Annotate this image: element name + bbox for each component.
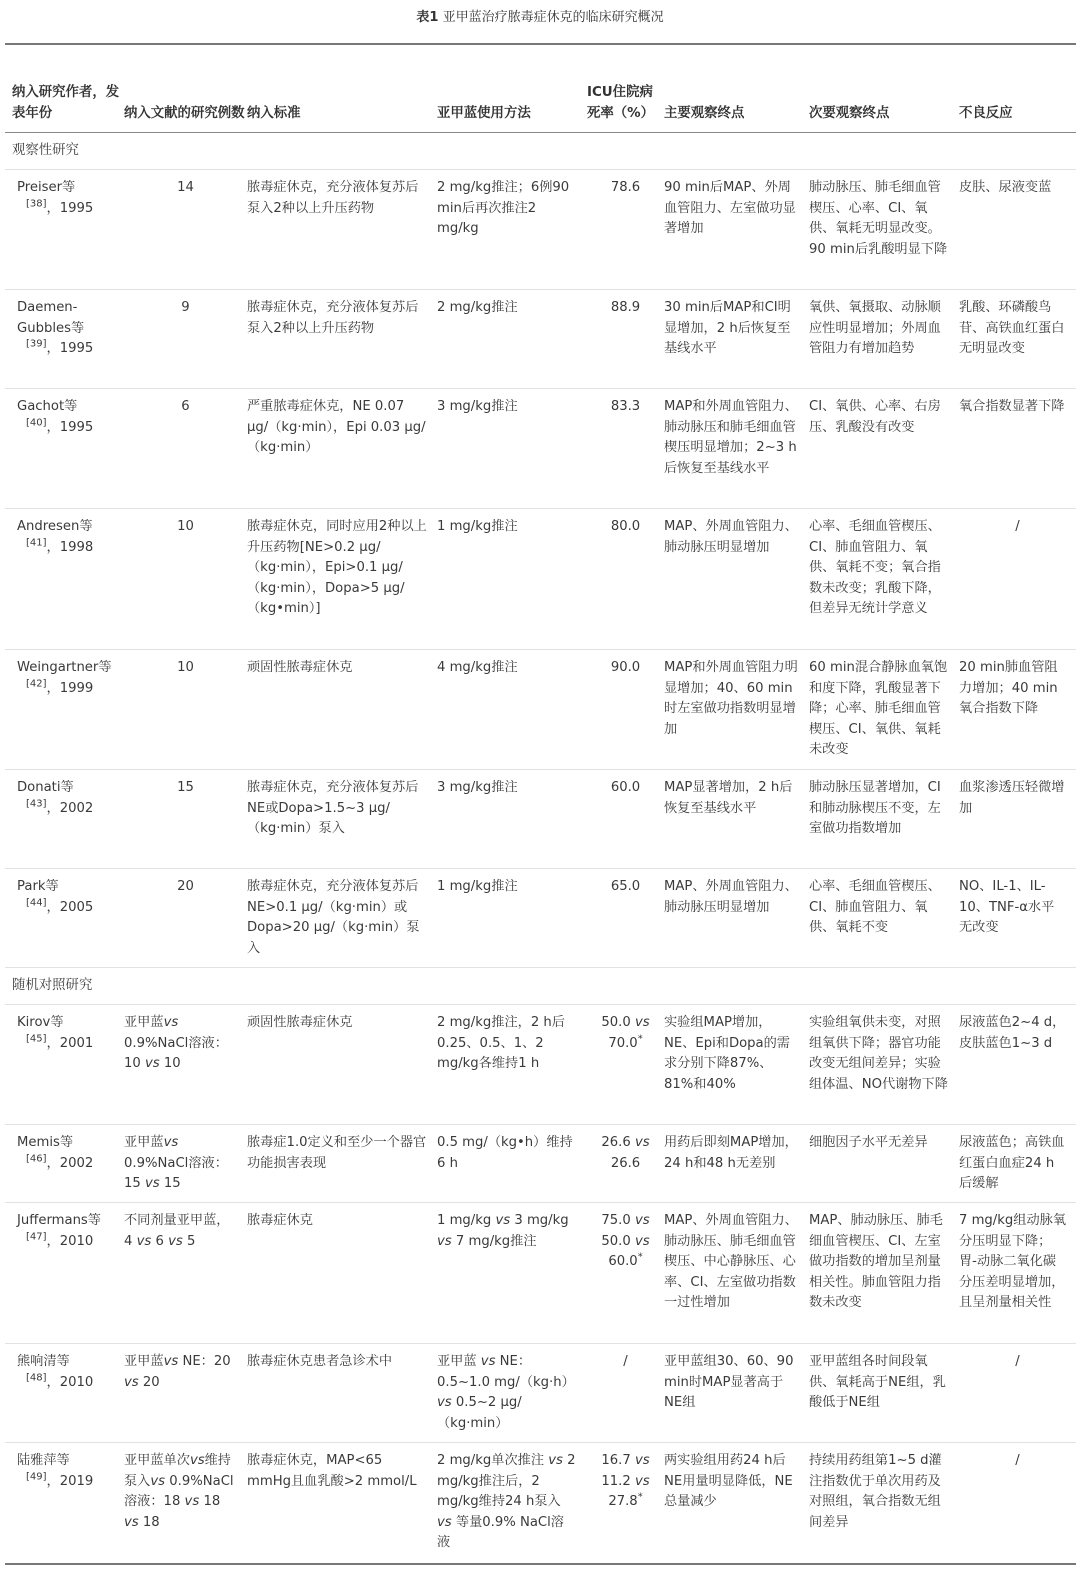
cases-group-a: 不同剂量亚甲蓝，4 (124, 1213, 230, 1249)
cell-usage: 1 mg/kg推注 (437, 509, 587, 650)
author-name: Daemen-Gubbles等 (17, 300, 85, 336)
vs-text: vs (480, 1354, 496, 1369)
cell-mortality (587, 1443, 664, 1564)
publication-year: ，2010 (46, 1233, 94, 1249)
table-row (5, 1125, 1076, 1203)
mortality-value-b: 11.2 (601, 1473, 631, 1489)
usage-dose-b: NE：0.5~1.0 mg/（kg·h） (437, 1354, 575, 1390)
cell-author (5, 869, 124, 968)
cell-criteria: 脓毒症休克 (247, 1203, 437, 1344)
cell-criteria: 脓毒症休克，充分液体复苏后NE>0.1 μg/（kg·min）或Dopa>20 μg/（kg·min）泵入 (247, 869, 437, 968)
table-row (5, 1203, 1076, 1344)
cases-group-c: 10 (163, 1056, 181, 1071)
cell-cases: 20 (124, 869, 247, 968)
cell-secondary: 持续用药组第1~5 d灌注指数优于单次用药及对照组，氧合指数无组间差异 (809, 1443, 959, 1564)
cell-adverse: / (959, 1443, 1076, 1564)
publication-year: ，2005 (46, 899, 94, 915)
vs-text: vs (124, 1374, 139, 1390)
usage-dose-a: 2 mg/kg单次推注 (437, 1453, 544, 1468)
table-row (5, 1443, 1076, 1564)
publication-year: ，1998 (46, 539, 94, 555)
cell-primary: 实验组MAP增加，NE、Epi和Dopa的需求分别下降87%、81%和40% (664, 1005, 809, 1125)
publication-year: ，2001 (46, 1035, 94, 1051)
cell-adverse: 皮肤、尿液变蓝 (959, 170, 1076, 290)
cell-criteria: 顽固性脓毒症休克 (247, 1005, 437, 1125)
table-row (5, 770, 1076, 869)
cell-mortality (587, 1125, 664, 1203)
cases-group-d: 18 (203, 1494, 221, 1509)
cell-adverse: 氧合指数显著下降 (959, 389, 1076, 509)
table-row (5, 389, 1076, 509)
vs-text: vs (437, 1395, 452, 1410)
vs-text: vs (495, 1213, 511, 1228)
cell-author (5, 1443, 124, 1564)
vs-text: vs (634, 1015, 650, 1030)
cell-author (5, 1203, 124, 1344)
significance-mark: * (637, 1251, 643, 1263)
usage-dose-b: 2 mg/kg推注后，2 mg/kg维持24 h泵入 (437, 1453, 576, 1509)
citation-ref: [48] (26, 1372, 47, 1384)
cell-usage (437, 1203, 587, 1344)
table-row (5, 1005, 1076, 1125)
header-usage: 亚甲蓝使用方法 (437, 44, 587, 133)
cell-criteria: 严重脓毒症休克，NE 0.07 μg/（kg·min），Epi 0.03 μg/（kg·min） (247, 389, 437, 509)
vs-text: vs (437, 1514, 452, 1530)
cell-secondary: 60 min混合静脉血氧饱和度下降，乳酸显著下降；心率、肺毛细血管楔压、CI、氧供、氧耗未改变 (809, 650, 959, 770)
cell-primary: 亚甲蓝组30、60、90 min时MAP显著高于NE组 (664, 1344, 809, 1443)
cell-adverse: 乳酸、环磷酸鸟苷、高铁血红蛋白无明显改变 (959, 290, 1076, 389)
table-caption (0, 6, 1080, 25)
header-criteria: 纳入标准 (247, 44, 437, 133)
cell-primary: MAP和外周血管阻力、肺动脉压和肺毛细血管楔压明显增加；2~3 h后恢复至基线水平 (664, 389, 809, 509)
cell-author (5, 509, 124, 650)
publication-year: ，1995 (46, 341, 94, 356)
cell-author (5, 770, 124, 869)
table-row (5, 1344, 1076, 1443)
vs-text: vs (184, 1494, 200, 1509)
cases-group-a: 亚甲蓝 (124, 1015, 164, 1030)
header-secondary: 次要观察终点 (809, 44, 959, 133)
citation (17, 339, 124, 360)
cell-mortality: 65.0 (587, 869, 664, 968)
cell-criteria: 顽固性脓毒症休克 (247, 650, 437, 770)
mortality-value-a: 75.0 (601, 1213, 631, 1228)
author-name: Andresen等 (17, 519, 93, 534)
table-header-row (5, 44, 1076, 133)
cell-secondary: 实验组氧供未变，对照组氧供下降；器官功能改变无组间差异；实验组体温、NO代谢物下降 (809, 1005, 959, 1125)
citation-ref: [45] (26, 1033, 47, 1045)
cell-author (5, 1125, 124, 1203)
cell-usage (437, 1344, 587, 1443)
cell-secondary: 细胞因子水平无差异 (809, 1125, 959, 1203)
publication-year: ，2010 (46, 1374, 94, 1390)
vs-text: vs (548, 1453, 563, 1468)
author-name: Preiser等 (17, 180, 76, 195)
citation-ref: [49] (26, 1471, 47, 1483)
citation (17, 898, 124, 919)
section-title: 观察性研究 (5, 133, 1076, 170)
vs-text: vs (124, 1514, 139, 1530)
cell-usage: 2 mg/kg推注 (437, 290, 587, 389)
cell-secondary: MAP、肺动脉压、肺毛细血管楔压、CI、左室做功指数的增加呈剂量相关性。肺血管阻力指数未改变 (809, 1203, 959, 1344)
cell-mortality (587, 1203, 664, 1344)
citation-ref: [44] (26, 897, 47, 909)
citation-ref: [40] (26, 417, 47, 429)
cell-cases: 9 (124, 290, 247, 389)
citation-ref: [38] (26, 198, 47, 210)
cell-mortality: 83.3 (587, 389, 664, 509)
vs-text: vs (634, 1213, 650, 1228)
cell-adverse: 血浆渗透压轻微增加 (959, 770, 1076, 869)
citation (17, 799, 124, 820)
author-name: Memis等 (17, 1135, 74, 1150)
cell-cases: 10 (124, 650, 247, 770)
cell-secondary: 肺动脉压、肺毛细血管楔压、心率、CI、氧供、氧耗无明显改变。90 min后乳酸明显下降 (809, 170, 959, 290)
vs-text: vs (163, 1354, 179, 1369)
citation (17, 1373, 124, 1394)
usage-dose-c: 7 mg/kg推注 (455, 1233, 537, 1249)
usage-dose-a: 1 mg/kg (437, 1213, 492, 1228)
cases-group-a: 亚甲蓝单次 (124, 1453, 190, 1468)
cell-adverse: 尿液蓝色2~4 d，皮肤蓝色1~3 d (959, 1005, 1076, 1125)
cell-usage: 4 mg/kg推注 (437, 650, 587, 770)
mortality-value-a: 26.6 (601, 1135, 631, 1150)
cell-adverse: / (959, 1344, 1076, 1443)
vs-text: vs (634, 1473, 650, 1489)
citation (17, 1034, 124, 1055)
cell-cases (124, 1344, 247, 1443)
author-name: 熊响清等 (17, 1354, 70, 1369)
cell-primary: MAP、外周血管阻力、肺动脉压、肺毛细血管楔压、中心静脉压、心率、CI、左室做功指数一过性增加 (664, 1203, 809, 1344)
cell-criteria: 脓毒症休克患者急诊术中 (247, 1344, 437, 1443)
author-name: Weingartner等 (17, 660, 112, 675)
cell-adverse: 7 mg/kg组动脉氧分压明显下降；胃-动脉二氧化碳分压差明显增加，且呈剂量相关性 (959, 1203, 1076, 1344)
section-title: 随机对照研究 (5, 968, 1076, 1005)
cell-criteria: 脓毒症休克，充分液体复苏后NE或Dopa>1.5~3 μg/（kg·min）泵入 (247, 770, 437, 869)
citation (17, 418, 124, 439)
mortality-value-c: 27.8 (608, 1494, 638, 1509)
cases-group-b: 0.9%NaCl溶液：15 (124, 1155, 228, 1191)
publication-year: ，2002 (46, 800, 94, 816)
publication-year: ，2019 (46, 1473, 94, 1489)
publication-year: ，2002 (46, 1155, 94, 1171)
cell-cases: 15 (124, 770, 247, 869)
citation (17, 199, 124, 220)
cell-mortality (587, 1005, 664, 1125)
cases-group-c: 20 (142, 1374, 160, 1390)
mortality-value-a: 50.0 (601, 1015, 631, 1030)
cell-adverse: 尿液蓝色；高铁血红蛋白血症24 h后缓解 (959, 1125, 1076, 1203)
vs-text: vs (634, 1453, 650, 1468)
vs-text: vs (144, 1056, 160, 1071)
vs-text: vs (437, 1233, 452, 1249)
usage-dose-c: 0.5~2 μg/（kg·min） (437, 1395, 522, 1431)
citation-ref: [39] (26, 338, 47, 350)
citation (17, 538, 124, 559)
cell-cases: 10 (124, 509, 247, 650)
cell-primary: 90 min后MAP、外周血管阻力、左室做功显著增加 (664, 170, 809, 290)
vs-text: vs (168, 1233, 183, 1249)
cell-cases (124, 1125, 247, 1203)
cases-group-c: 15 (163, 1176, 181, 1191)
mortality-value-b: 50.0 (601, 1233, 631, 1249)
cell-secondary: 心率、毛细血管楔压、CI、肺血管阻力、氧供、氧耗不变；氧合指数未改变；乳酸下降，但差异无统计学意义 (809, 509, 959, 650)
citation (17, 1472, 124, 1493)
cell-author (5, 389, 124, 509)
author-name: Juffermans等 (17, 1213, 101, 1228)
vs-text: vs (163, 1015, 179, 1030)
cases-group-a: 亚甲蓝 (124, 1135, 164, 1150)
cell-usage (437, 1443, 587, 1564)
cell-author (5, 1344, 124, 1443)
cases-group-c: 0.9%NaCl溶液：18 (124, 1473, 234, 1509)
publication-year: ，1995 (46, 419, 94, 435)
cell-cases: 14 (124, 170, 247, 290)
table-caption-label: 表1 (416, 10, 439, 25)
author-name: 陆雅萍等 (17, 1453, 70, 1468)
cell-mortality: 78.6 (587, 170, 664, 290)
table-row (5, 650, 1076, 770)
publication-year: ，1995 (46, 200, 94, 216)
publication-year: ，1999 (46, 680, 94, 696)
cell-primary: MAP、外周血管阻力、肺动脉压明显增加 (664, 869, 809, 968)
cell-cases (124, 1005, 247, 1125)
cell-adverse: 20 min肺血管阻力增加；40 min氧合指数下降 (959, 650, 1076, 770)
header-adverse: 不良反应 (959, 44, 1076, 133)
author-name: Donati等 (17, 780, 74, 795)
cases-group-c: 5 (186, 1233, 196, 1249)
cell-criteria: 脓毒症休克，同时应用2种以上升压药物[NE>0.2 μg/（kg·min），Epi>0.1 μg/（kg·min），Dopa>5 μg/（kg•min）] (247, 509, 437, 650)
cell-usage: 3 mg/kg推注 (437, 389, 587, 509)
cell-mortality: 90.0 (587, 650, 664, 770)
cases-group-b: NE：20 (182, 1354, 231, 1369)
cell-secondary: 肺动脉压显著增加，CI和肺动脉楔压不变，左室做功指数增加 (809, 770, 959, 869)
cell-cases: 6 (124, 389, 247, 509)
cell-author (5, 1005, 124, 1125)
author-name: Park等 (17, 879, 59, 894)
mortality-value-c: 60.0 (608, 1254, 638, 1269)
cell-criteria: 脓毒症休克，MAP<65 mmHg且血乳酸>2 mmol/L (247, 1443, 437, 1564)
mortality-value-a: 16.7 (601, 1453, 631, 1468)
cell-primary: 30 min后MAP和CI明显增加，2 h后恢复至基线水平 (664, 290, 809, 389)
section-row (5, 968, 1076, 1005)
cell-usage: 0.5 mg/（kg•h）维持6 h (437, 1125, 587, 1203)
cases-group-a: 亚甲蓝 (124, 1354, 164, 1369)
section-row (5, 133, 1076, 170)
clinical-studies-table (5, 43, 1076, 1565)
cell-mortality: 88.9 (587, 290, 664, 389)
cell-secondary: 氧供、氧摄取、动脉顺应性明显增加；外周血管阻力有增加趋势 (809, 290, 959, 389)
usage-dose-b: 3 mg/kg (514, 1213, 569, 1228)
table-caption-title: 亚甲蓝治疗脓毒症休克的临床研究概况 (438, 10, 664, 25)
vs-text: vs (136, 1233, 152, 1249)
cell-mortality: 60.0 (587, 770, 664, 869)
cell-usage: 3 mg/kg推注 (437, 770, 587, 869)
table-row (5, 509, 1076, 650)
mortality-value-b: 26.6 (610, 1155, 641, 1171)
cell-author (5, 650, 124, 770)
cell-criteria: 脓毒症休克，充分液体复苏后泵入2种以上升压药物 (247, 170, 437, 290)
cell-author (5, 170, 124, 290)
cell-primary: 两实验组用药24 h后NE用量明显降低，NE总量减少 (664, 1443, 809, 1564)
vs-text: vs (634, 1233, 650, 1249)
cell-adverse: / (959, 509, 1076, 650)
cell-usage: 1 mg/kg推注 (437, 869, 587, 968)
table-row (5, 869, 1076, 968)
author-name: Gachot等 (17, 399, 78, 414)
cell-author (5, 290, 124, 389)
significance-mark: * (637, 1033, 643, 1045)
header-mortality: ICU住院病死率（%） (587, 44, 664, 133)
cell-primary: 用药后即刻MAP增加，24 h和48 h无差别 (664, 1125, 809, 1203)
cell-usage: 2 mg/kg推注，2 h后0.25、0.5、1、2 mg/kg各维持1 h (437, 1005, 587, 1125)
cell-mortality: / (587, 1344, 664, 1443)
cell-primary: MAP显著增加，2 h后恢复至基线水平 (664, 770, 809, 869)
cell-cases (124, 1443, 247, 1564)
citation-ref: [46] (26, 1153, 47, 1165)
vs-text: vs (150, 1473, 166, 1489)
table-row (5, 170, 1076, 290)
author-name: Kirov等 (17, 1015, 64, 1030)
vs-text: vs (189, 1453, 205, 1468)
usage-dose-a: 亚甲蓝 (437, 1354, 477, 1369)
cell-secondary: 亚甲蓝组各时间段氧供、氧耗高于NE组，乳酸低于NE组 (809, 1344, 959, 1443)
cell-usage: 2 mg/kg推注；6例90 min后再次推注2 mg/kg (437, 170, 587, 290)
significance-mark: * (637, 1491, 643, 1503)
citation (17, 1154, 124, 1175)
cell-primary: MAP和外周血管阻力明显增加；40、60 min时左室做功指数明显增加 (664, 650, 809, 770)
cases-group-b: 0.9%NaCl溶液：10 (124, 1035, 228, 1071)
citation (17, 1232, 124, 1253)
mortality-value-b: 70.0 (608, 1035, 638, 1051)
vs-text: vs (163, 1135, 179, 1150)
cases-group-b: 维持泵入 (124, 1453, 231, 1489)
vs-text: vs (144, 1176, 160, 1191)
cases-group-b: 6 (155, 1233, 164, 1249)
cell-mortality: 80.0 (587, 509, 664, 650)
table-row (5, 290, 1076, 389)
header-primary: 主要观察终点 (664, 44, 809, 133)
cell-criteria: 脓毒症1.0定义和至少一个器官功能损害表现 (247, 1125, 437, 1203)
cell-criteria: 脓毒症休克，充分液体复苏后泵入2种以上升压药物 (247, 290, 437, 389)
cell-cases (124, 1203, 247, 1344)
citation (17, 679, 124, 700)
cell-adverse: NO、IL-1、IL-10、TNF-α水平无改变 (959, 869, 1076, 968)
citation-ref: [47] (26, 1231, 47, 1243)
cell-secondary: CI、氧供、心率、右房压、乳酸没有改变 (809, 389, 959, 509)
cases-group-e: 18 (142, 1514, 160, 1530)
cell-primary: MAP、外周血管阻力、肺动脉压明显增加 (664, 509, 809, 650)
citation-ref: [41] (26, 537, 47, 549)
header-author: 纳入研究作者，发表年份 (5, 44, 124, 133)
citation-ref: [42] (26, 678, 47, 690)
usage-dose-c: 等量0.9% NaCl溶液 (437, 1514, 564, 1550)
header-cases: 纳入文献的研究例数 (124, 44, 247, 133)
citation-ref: [43] (26, 798, 47, 810)
vs-text: vs (634, 1135, 650, 1150)
cell-secondary: 心率、毛细血管楔压、CI、肺血管阻力、氧供、氧耗不变 (809, 869, 959, 968)
